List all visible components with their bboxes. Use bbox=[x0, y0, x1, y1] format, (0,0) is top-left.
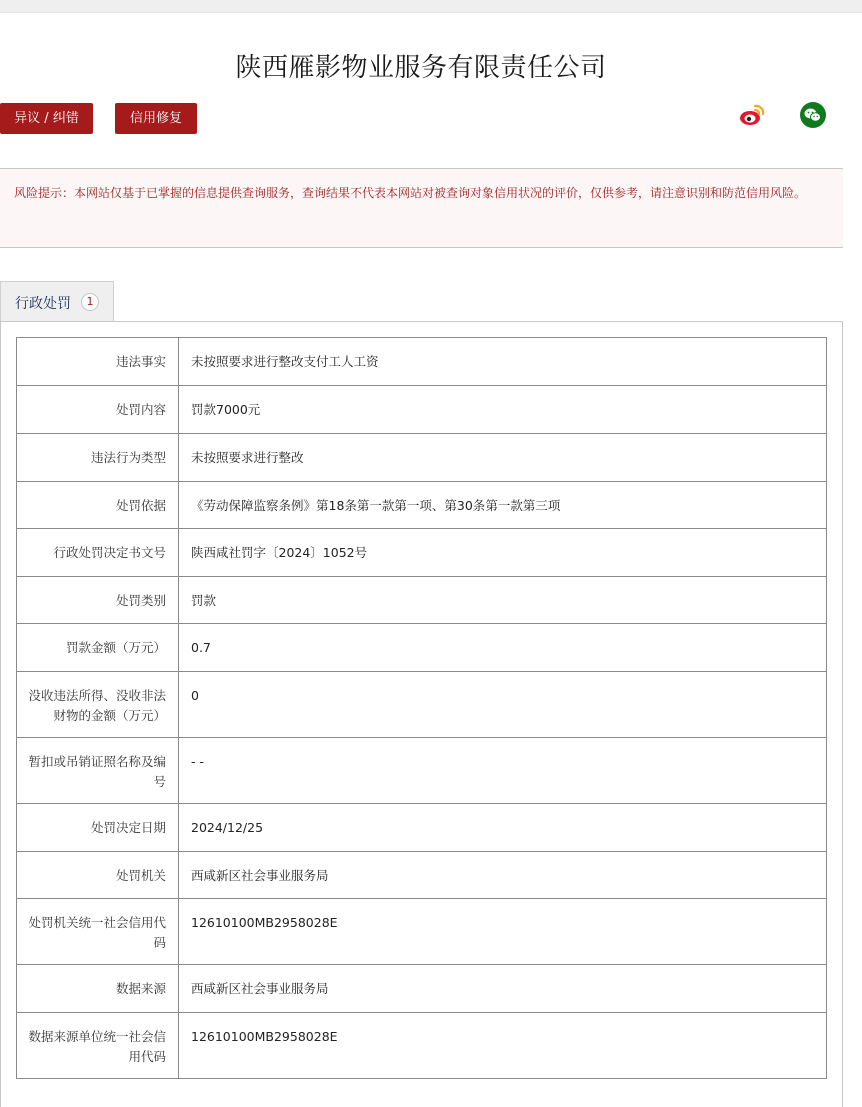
credit-repair-button[interactable]: 信用修复 bbox=[115, 103, 197, 134]
wechat-share-button[interactable] bbox=[799, 101, 827, 129]
tab-count-badge: 1 bbox=[81, 293, 99, 311]
row-value: 未按照要求进行整改 bbox=[179, 434, 827, 482]
table-row bbox=[17, 965, 827, 1013]
dispute-button[interactable]: 异议 / 纠错 bbox=[0, 103, 93, 134]
row-label: 数据来源 bbox=[17, 965, 179, 1013]
row-label: 处罚决定日期 bbox=[17, 804, 179, 852]
penalty-detail-table bbox=[16, 337, 827, 1079]
top-bar bbox=[0, 0, 862, 13]
row-value: 陕西咸社罚字〔2024〕1052号 bbox=[179, 529, 827, 577]
row-value: 西咸新区社会事业服务局 bbox=[179, 965, 827, 1013]
row-value: 罚款 bbox=[179, 577, 827, 624]
table-row bbox=[17, 338, 827, 386]
risk-notice bbox=[0, 168, 843, 248]
row-value: 0.7 bbox=[179, 624, 827, 672]
row-label: 处罚类别 bbox=[17, 577, 179, 624]
row-label: 处罚依据 bbox=[17, 482, 179, 529]
table-row bbox=[17, 624, 827, 672]
row-value: 《劳动保障监察条例》第18条第一款第一项、第30条第一款第三项 bbox=[179, 482, 827, 529]
row-label: 数据来源单位统一社会信用代码 bbox=[17, 1013, 179, 1079]
tab-label: 行政处罚 bbox=[15, 296, 71, 312]
table-row bbox=[17, 386, 827, 434]
row-label: 违法事实 bbox=[17, 338, 179, 386]
risk-notice-text: 风险提示：本网站仅基于已掌握的信息提供查询服务，查询结果不代表本网站对被查询对象信用状况的评价，仅供参考，请注意识别和防范信用风险。 bbox=[14, 186, 807, 200]
table-row bbox=[17, 1013, 827, 1079]
row-value: 12610100MB2958028E bbox=[179, 1013, 827, 1079]
tab-administrative-penalty[interactable] bbox=[0, 281, 114, 322]
table-row bbox=[17, 434, 827, 482]
row-label: 行政处罚决定书文号 bbox=[17, 529, 179, 577]
weibo-share-button[interactable] bbox=[738, 101, 766, 129]
row-label: 没收违法所得、没收非法财物的金额（万元） bbox=[17, 672, 179, 738]
table-row bbox=[17, 529, 827, 577]
table-row bbox=[17, 899, 827, 965]
row-value: - - bbox=[179, 738, 827, 804]
table-row bbox=[17, 672, 827, 738]
table-row bbox=[17, 852, 827, 899]
row-label: 罚款金额（万元） bbox=[17, 624, 179, 672]
weibo-icon bbox=[738, 101, 766, 129]
row-label: 暂扣或吊销证照名称及编号 bbox=[17, 738, 179, 804]
table-row bbox=[17, 482, 827, 529]
row-value: 0 bbox=[179, 672, 827, 738]
row-value: 罚款7000元 bbox=[179, 386, 827, 434]
row-value: 12610100MB2958028E bbox=[179, 899, 827, 965]
table-row bbox=[17, 577, 827, 624]
row-value: 西咸新区社会事业服务局 bbox=[179, 852, 827, 899]
row-label: 处罚机关统一社会信用代码 bbox=[17, 899, 179, 965]
table-row bbox=[17, 738, 827, 804]
row-label: 处罚内容 bbox=[17, 386, 179, 434]
row-label: 处罚机关 bbox=[17, 852, 179, 899]
company-title: 陕西雁影物业服务有限责任公司 bbox=[235, 53, 607, 83]
row-value: 2024/12/25 bbox=[179, 804, 827, 852]
row-label: 违法行为类型 bbox=[17, 434, 179, 482]
table-row bbox=[17, 804, 827, 852]
row-value: 未按照要求进行整改支付工人工资 bbox=[179, 338, 827, 386]
wechat-icon bbox=[799, 101, 827, 129]
